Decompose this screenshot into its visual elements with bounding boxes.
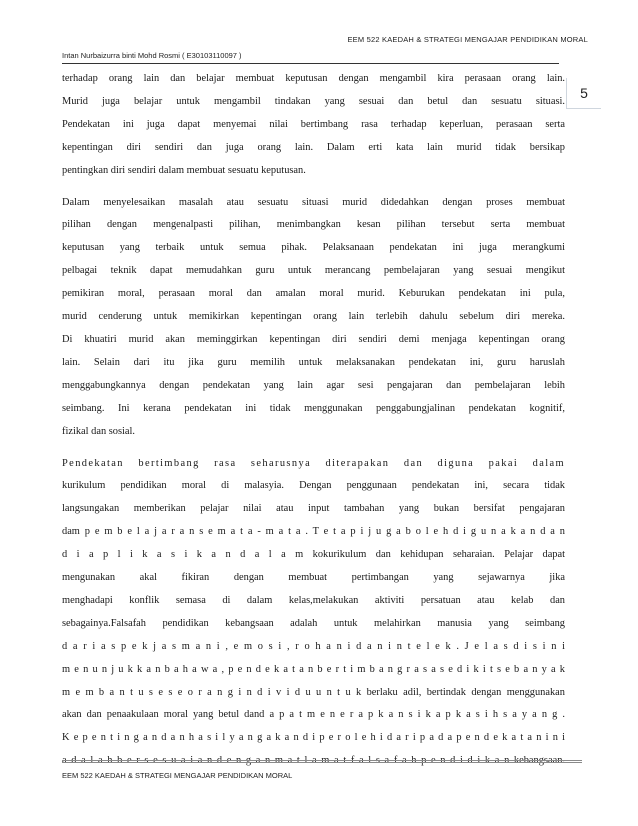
- text-line: d a r i a s p e k j a s m a n i , e m o s i , r o h a n i d a n i n t e l e k . J e l a s d i s i n i: [62, 640, 565, 652]
- text-line: K e p e n t i n g a n d a n h a s i l y a n g a k a n d i p e r o l e h i d a r i p a d a p e n d e k a t a n i n i: [62, 732, 565, 744]
- footer-course-title: EEM 522 KAEDAH & STRATEGI MENGAJAR PENDIDIKAN MORAL: [62, 771, 293, 780]
- paragraph-3: [62, 453, 565, 774]
- text-line: lain. Selain dari itu jika guru memilih untuk melaksanakan pendekatan ini, guru haruslah: [62, 356, 565, 368]
- header-author: Intan Nurbaizurra binti Mohd Rosmi ( E30103110097 ): [62, 51, 242, 60]
- text-line: m e n u n j u k k a n b a h a w a , p e n d e k a t a n b e r t i m b a n g r a s a s e d i k i t s e b a n y a k: [62, 663, 565, 675]
- paragraph-1: [62, 68, 565, 183]
- text-line: pilihan dengan mengenalpasti pilihan, menimbangkan kesan pilihan tersebut serta membuat: [62, 219, 565, 231]
- text-line: Dalam menyelesaikan masalah atau sesuatu situasi murid didedahkan dengan proses membuat: [62, 196, 565, 208]
- page-number: 5: [566, 78, 601, 109]
- document-body: [62, 68, 565, 773]
- text-line: seimbang. Ini kerana pendekatan ini tidak menggunakan penggabungjalinan pendekatan kognitif,: [62, 402, 565, 414]
- text-line: Di khuatiri murid akan meminggirkan kepentingan diri sendiri demi menjaga kepentingan orang: [62, 333, 565, 345]
- text-line: d i a p l i k a s i k a n d a l a m kokurikulum dan kehidupan seharaian. Pelajar dapat: [62, 549, 565, 561]
- text-line: menghadapi konflik semasa di dalam kelas,melakukan aktiviti persatuan atau kelab dan: [62, 594, 565, 606]
- text-line: dam p e m b e l a j a r a n s e m a t a - m a t a . T e t a p i j u g a b o l e h d i g u n a k a n d a n: [62, 526, 565, 538]
- text-line: fizikal dan sosial.: [62, 425, 136, 437]
- footer-divider: [62, 760, 582, 763]
- text-line: menggabungkannya dengan pendekatan yang lain agar sesi pengajaran dan pembelajaran lebih: [62, 379, 565, 391]
- text-line: Murid juga belajar untuk mengambil tindakan yang sesuai dan betul dan sesuatu situasi.: [62, 95, 565, 107]
- text-line: Pendekatan ini juga dapat menyemai nilai bertimbang rasa terhadap keperluan, perasaan serta: [62, 118, 565, 130]
- text-line: pemikiran moral, perasaan moral dan amalan moral murid. Keburukan pendekatan ini pula,: [62, 288, 565, 300]
- text-line: kepentingan diri sendiri dan juga orang lain. Dalam erti kata lain murid tidak bersikap: [62, 141, 565, 153]
- text-line: pelbagai teknik dapat memudahkan guru untuk merancang pembelajaran yang sesuai mengikut: [62, 265, 565, 277]
- text-line: akan dan penaakulaan moral yang betul dand a p a t m e n e r a p k a n s i k a p k a s i h s a y a n g .: [62, 709, 565, 721]
- text-line: Pendekatan bertimbang rasa seharusnya diterapakan dan diguna pakai dalam: [62, 457, 565, 469]
- text-line: murid cenderung untuk memikirkan kepentingan orang lain terlebih dahulu sebelum diri mereka.: [62, 311, 565, 323]
- text-line: kurikulum pendidikan moral di malasyia. Dengan penggunaan pendekatan ini, secara tidak: [62, 480, 565, 492]
- text-line: pentingkan diri sendiri dalam membuat sesuatu keputusan.: [62, 164, 306, 176]
- text-line: keputusan yang terbaik untuk semua pihak. Pelaksanaan pendekatan ini juga merangkumi: [62, 242, 565, 254]
- text-line: terhadap orang lain dan belajar membuat keputusan dengan mengambil kira perasaan orang lain.: [62, 73, 565, 84]
- text-line: a d a l a h b e r s e s u a i a n d e n g a n m a t l a m a t f a l s a f a h p e n d i d i k a n kebangsaan.: [62, 755, 565, 767]
- text-line: mengunakan akal fikiran dengan membuat pertimbangan yang sejawarnya jika: [62, 572, 565, 584]
- header-course-title: EEM 522 KAEDAH & STRATEGI MENGAJAR PENDIDIKAN MORAL: [347, 35, 588, 44]
- text-line: langsungakan memberikan pelajar nilai atau input tambahan yang bukan bersifat pengajaran: [62, 503, 565, 515]
- header-divider: [62, 63, 559, 64]
- text-line: m e m b a n t u s e s e o r a n g i n d i v i d u u n t u k berlaku adil, bertindak dengan menggunakan: [62, 686, 565, 698]
- text-line: sebagainya.Falsafah pendidikan kebangsaan adalah untuk melahirkan manusia yang seimbang: [62, 617, 565, 629]
- paragraph-2: [62, 192, 565, 444]
